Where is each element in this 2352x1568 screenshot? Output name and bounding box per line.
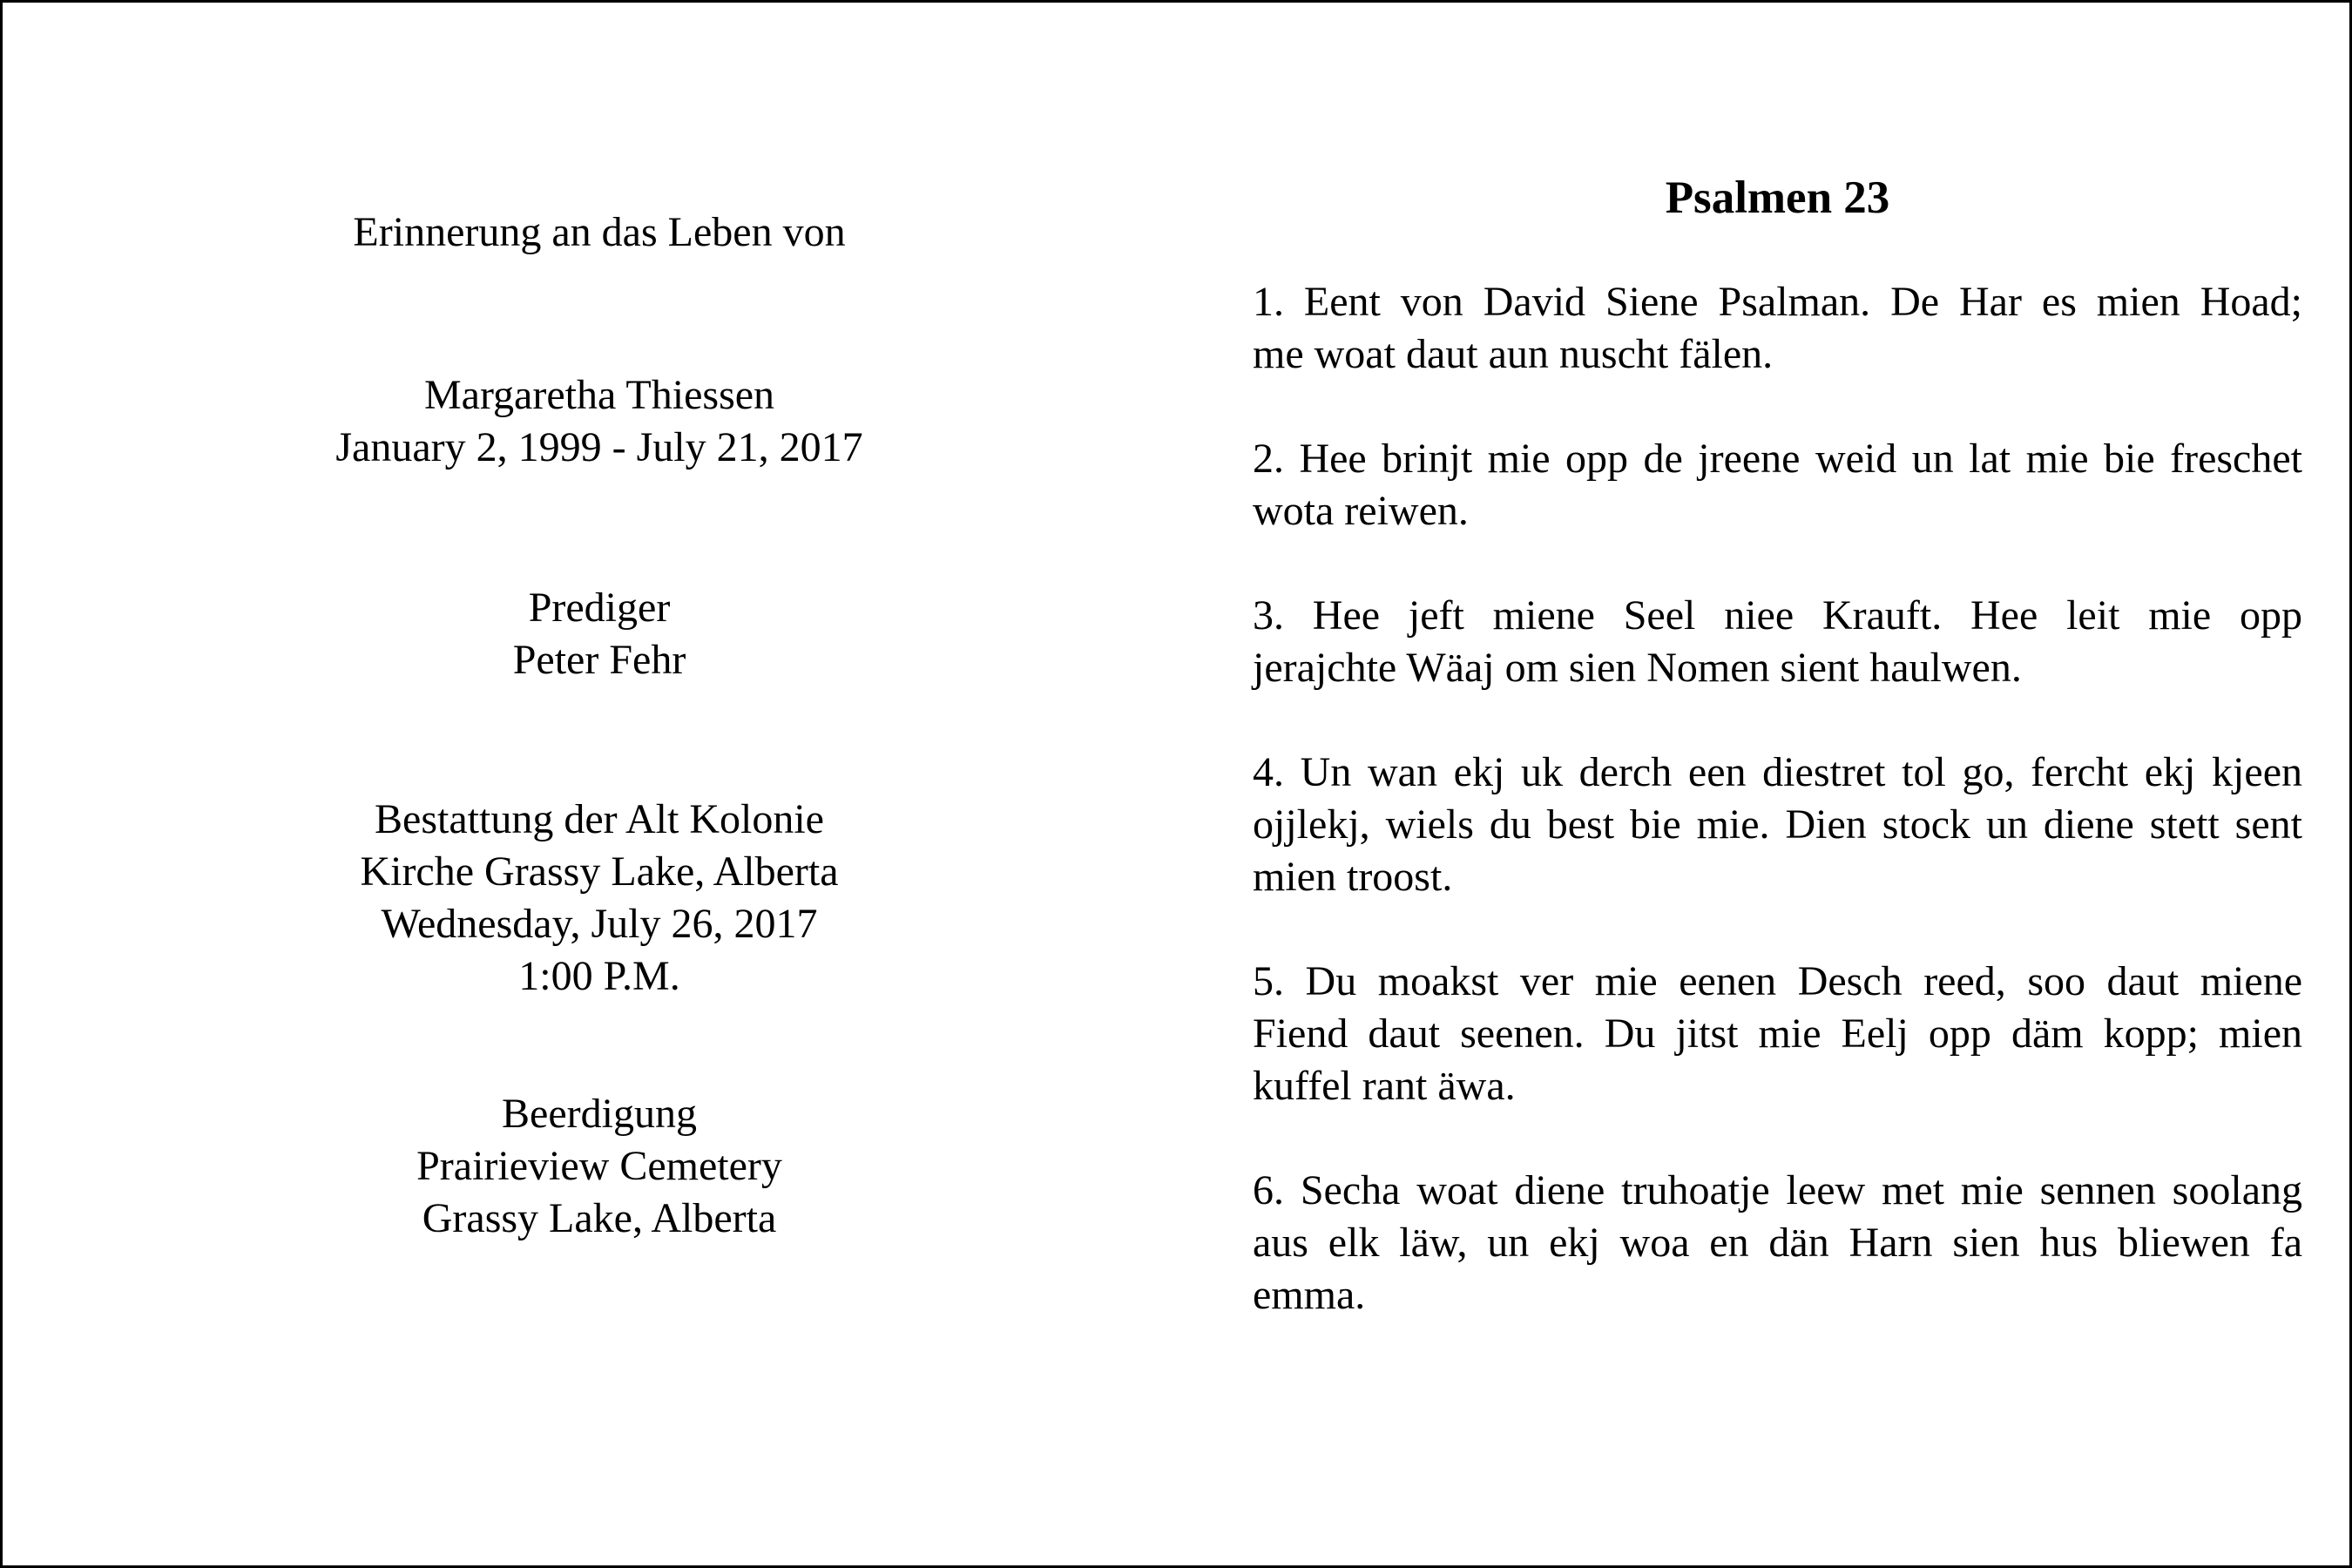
service-line-2: Kirche Grassy Lake, Alberta: [360, 848, 839, 895]
service-block: [77, 794, 1122, 1003]
verse-line: me woat daut aun nuscht fälen.: [1253, 331, 1774, 377]
psalm-title: Psalmen 23: [1665, 172, 1890, 223]
psalm-verse-5: [1253, 956, 2302, 1112]
verse-line: emma.: [1253, 1272, 1366, 1318]
verse-line: jerajchte Wäaj om sien Nomen sient haulwen.: [1253, 645, 2022, 691]
service-line-1: Bestattung der Alt Kolonie: [375, 796, 824, 842]
psalm-verse-1: [1253, 276, 2302, 381]
psalm-verse-2: [1253, 433, 2302, 537]
psalm-page: [1253, 172, 2302, 1321]
psalm-verse-3: [1253, 590, 2302, 694]
program-details-page: [77, 206, 1122, 1245]
verse-line: wota reiwen.: [1253, 488, 1469, 534]
service-line-4: 1:00 P.M.: [518, 953, 680, 999]
interment-line-2: Prairieview Cemetery: [416, 1143, 782, 1189]
verse-line: 5. Du moakst ver mie eenen Desch reed, soo daut miene: [1253, 958, 2302, 1004]
interment-line-3: Grassy Lake, Alberta: [422, 1195, 777, 1241]
verse-line: ojjlekj, wiels du best bie mie. Dien stock un diene stett sent: [1253, 801, 2302, 848]
deceased-name: Margaretha Thiessen: [423, 372, 775, 418]
interment-line-1: Beerdigung: [502, 1091, 697, 1137]
interment-block: [77, 1088, 1122, 1245]
verse-line: Fiend daut seenen. Du jitst mie Eelj opp däm kopp; mien: [1253, 1010, 2302, 1057]
verse-line: 1. Eent von David Siene Psalman. De Har es mien Hoad;: [1253, 279, 2302, 325]
verse-line: aus elk läw, un ekj woa en dän Harn sien hus bliewen fa: [1253, 1220, 2302, 1266]
verse-line: mien troost.: [1253, 854, 1453, 900]
verse-line: 4. Un wan ekj uk derch een diestret tol go, fercht ekj kjeen: [1253, 749, 2302, 795]
psalm-verse-6: [1253, 1165, 2302, 1321]
deceased-block: [77, 369, 1122, 474]
officiant-name: Peter Fehr: [512, 637, 686, 683]
officiant-block: [77, 582, 1122, 686]
verse-line: 6. Secha woat diene truhoatje leew met mie sennen soolang: [1253, 1167, 2302, 1213]
officiant-role: Prediger: [528, 585, 671, 631]
psalm-verse-4: [1253, 747, 2302, 903]
memorial-heading: Erinnerung an das Leben von: [353, 209, 846, 255]
service-line-3: Wednesday, July 26, 2017: [381, 901, 818, 947]
deceased-dates: January 2, 1999 - July 21, 2017: [335, 424, 863, 470]
verse-line: kuffel rant äwa.: [1253, 1063, 1516, 1109]
verse-line: 3. Hee jeft miene Seel niee Krauft. Hee leit mie opp: [1253, 592, 2302, 639]
verse-line: 2. Hee brinjt mie opp de jreene weid un lat mie bie freschet: [1253, 436, 2302, 482]
